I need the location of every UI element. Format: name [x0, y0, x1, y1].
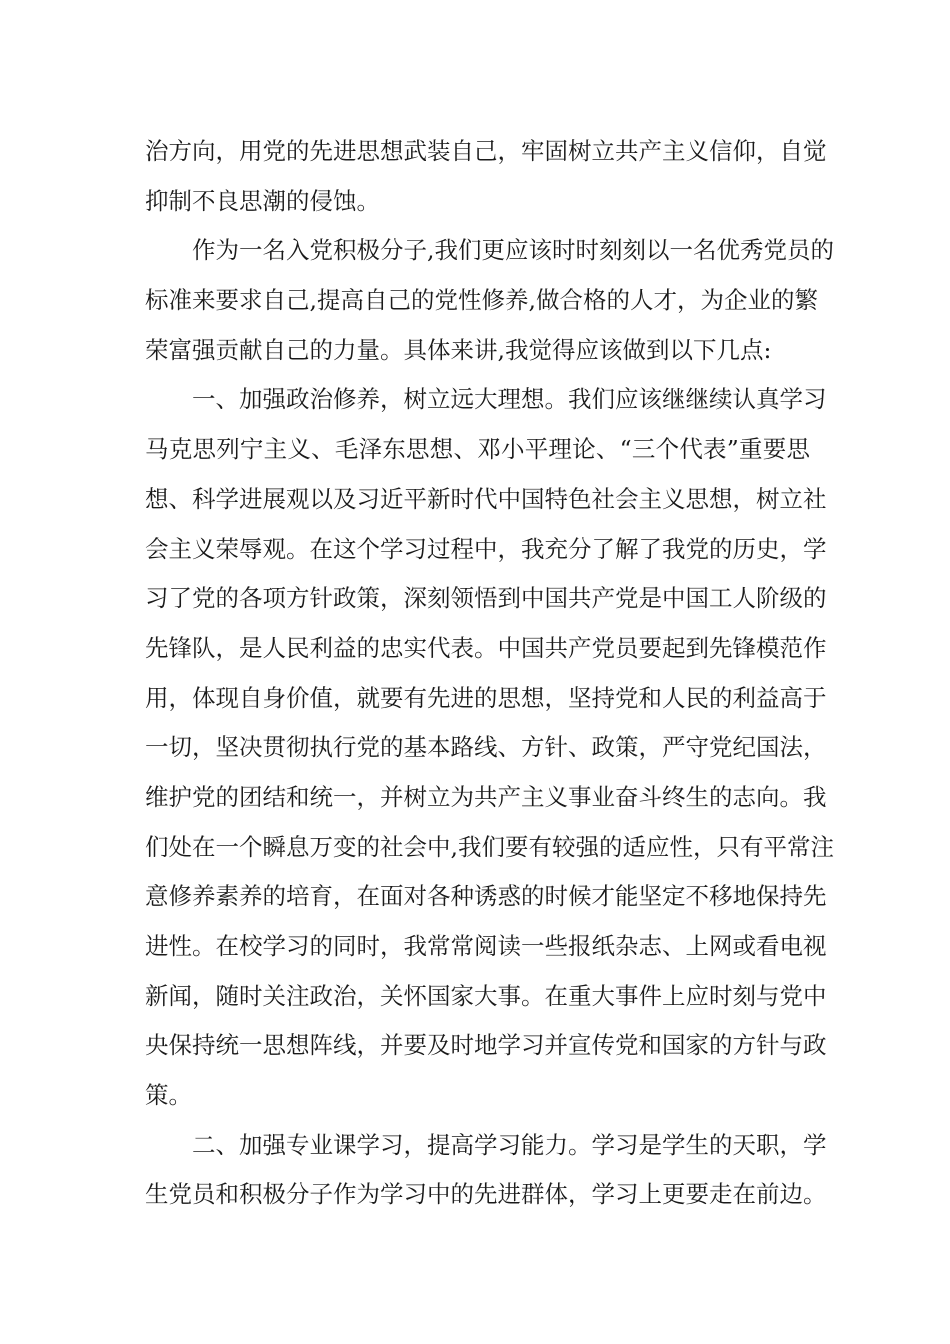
text-line: 标准来要求自己,提高自己的党性修养,做合格的人才，为企业的繁 [145, 286, 818, 315]
text-line: 用，体现自身价值，就要有先进的思想，坚持党和人民的利益高于 [145, 683, 827, 712]
text-line: 治方向，用党的先进思想武装自己，牢固树立共产主义信仰，自觉 [145, 137, 827, 165]
text-line: 荣富强贡献自己的力量。具体来讲,我觉得应该做到以下几点: [145, 335, 772, 364]
text-line: 新闻，随时关注政治，关怀国家大事。在重大事件上应时刻与党中 [145, 981, 827, 1010]
text-line: 作为一名入党积极分子,我们更应该时时刻刻以一名优秀党员的 [192, 236, 834, 265]
text-line: 维护党的团结和统一，并树立为共产主义事业奋斗终生的志向。我 [145, 782, 827, 811]
text-line: 生党员和积极分子作为学习中的先进群体，学习上更要走在前边。 [145, 1180, 827, 1209]
text-line: 抑制不良思潮的侵蚀。 [145, 186, 380, 215]
text-line: 央保持统一思想阵线，并要及时地学习并宣传党和国家的方针与政 [145, 1031, 827, 1060]
text-line: 先锋队，是人民利益的忠实代表。中国共产党员要起到先锋模范作 [145, 633, 827, 662]
text-line: 一切，坚决贯彻执行党的基本路线、方针、政策，严守党纪国法， [145, 733, 827, 762]
body-text [145, 127, 834, 1220]
text-line: 二、加强专业课学习，提高学习能力。学习是学生的天职，学 [192, 1130, 827, 1159]
text-line: 想、科学进展观以及习近平新时代中国特色社会主义思想，树立社 [145, 484, 827, 513]
text-line: 们处在一个瞬息万变的社会中,我们要有较强的适应性，只有平常注 [145, 832, 834, 861]
text-line: 一、加强政治修养，树立远大理想。我们应该继继续认真学习 [192, 385, 827, 414]
text-line: 马克思列宁主义、毛泽东思想、邓小平理论、“三个代表”重要思 [145, 435, 810, 464]
text-line: 意修养素养的培育，在面对各种诱惑的时候才能坚定不移地保持先 [145, 882, 827, 911]
text-line: 进性。在校学习的同时，我常常阅读一些报纸杂志、上网或看电视 [145, 932, 827, 960]
text-line: 策。 [145, 1081, 192, 1110]
text-line: 习了党的各项方针政策，深刻领悟到中国共产党是中国工人阶级的 [145, 584, 827, 613]
text-line: 会主义荣辱观。在这个学习过程中，我充分了解了我党的历史，学 [145, 534, 827, 563]
